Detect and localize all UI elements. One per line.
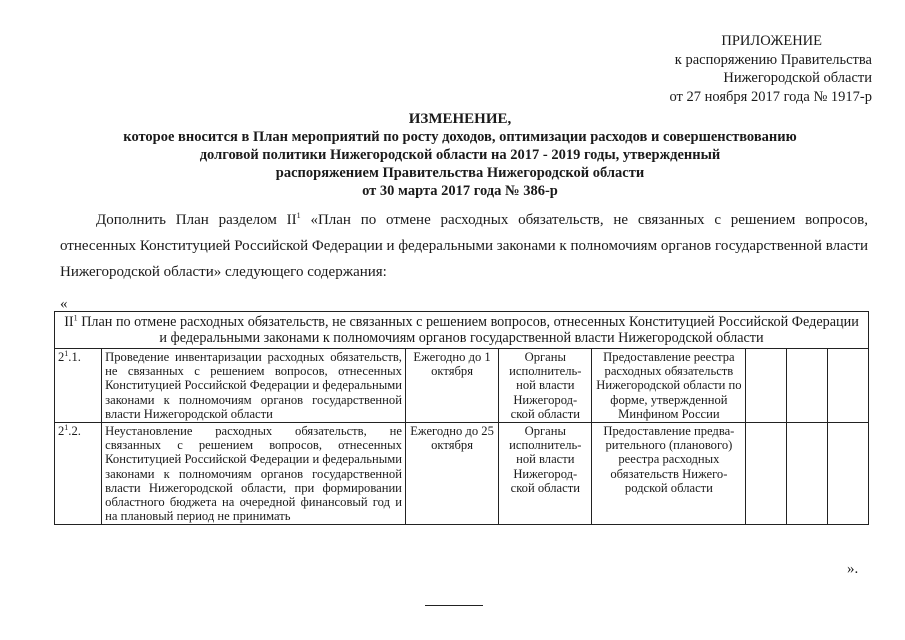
row-number-suffix: .1. bbox=[68, 350, 81, 364]
result-cell: Предоставление реестра расходных обязательств Нижегородской области по форме, утвержденной Минфином России bbox=[592, 349, 746, 423]
measure-description-cell: Проведение инвентаризации расходных обязательств, не связанных с решением вопросов, отнесенных Конституцией Российской Федерации и федеральными законами к полномочиям органов государственной власти Нижегородской области bbox=[102, 349, 406, 423]
heading-title: ИЗМЕНЕНИЕ, bbox=[408, 111, 512, 127]
heading-line: долговой политики Нижегородской области на 2017 - 2019 годы, утвержденный bbox=[199, 147, 721, 163]
section-title: План по отмене расходных обязательств, не связанных с решением вопросов, отнесенных Конституцией Российской Федерации и федеральными законами к полномочиям органов государственной власти Нижегородской области bbox=[77, 314, 859, 346]
heading-line: которое вносится в План мероприятий по росту доходов, оптимизации расходов и совершенствованию bbox=[123, 129, 797, 145]
empty-cell bbox=[787, 423, 828, 525]
section-header-cell bbox=[55, 312, 869, 349]
deadline-cell: Ежегодно до 1 октября bbox=[405, 349, 498, 423]
opening-quote: « bbox=[60, 296, 68, 312]
measure-description-cell: Неустановление расходных обязательств, не связанных с решением вопросов, отнесенных Конституцией Российской Федерации и федеральными законами к полномочиям органов государственной власти Нижегородской области, при формировании областного бюджета на очередной финансовый год и на плановый период не принимать bbox=[102, 423, 406, 525]
empty-cell bbox=[828, 349, 869, 423]
result-cell: Предоставление предва-рительного (планового) реестра расходных обязательств Нижего-родской области bbox=[592, 423, 746, 525]
intro-paragraph bbox=[60, 207, 868, 285]
appendix-title: ПРИЛОЖЕНИЕ bbox=[721, 33, 822, 49]
empty-cell bbox=[828, 423, 869, 525]
empty-cell bbox=[787, 349, 828, 423]
table-row bbox=[55, 349, 869, 423]
row-number: 2 bbox=[58, 350, 65, 364]
appendix-line: Нижегородской области bbox=[723, 70, 872, 86]
row-number-superscript: 1 bbox=[64, 348, 69, 358]
document-heading bbox=[60, 110, 860, 200]
plan-table bbox=[54, 311, 869, 525]
intro-text-before: Дополнить План разделом II bbox=[96, 212, 297, 228]
section-header-row bbox=[55, 312, 869, 349]
responsible-cell: Органы исполнитель-ной власти Нижегород-ской области bbox=[499, 349, 592, 423]
appendix-block bbox=[612, 32, 872, 106]
heading-line: от 30 марта 2017 года № 386-р bbox=[362, 183, 558, 199]
empty-cell bbox=[746, 349, 787, 423]
row-number: 2 bbox=[58, 424, 65, 439]
section-superscript: 1 bbox=[73, 313, 78, 323]
row-number-superscript: 1 bbox=[64, 422, 69, 432]
appendix-line: к распоряжению Правительства bbox=[674, 51, 872, 68]
empty-cell bbox=[746, 423, 787, 525]
footer-divider bbox=[425, 605, 483, 606]
intro-text-after: «План по отмене расходных обязательств, не связанных с решением вопросов, отнесенных Конституцией Российской Федерации и федеральными законами к полномочиям органов государственной власти Нижегородской области» следующего содержания: bbox=[60, 212, 868, 280]
section-roman: II bbox=[64, 314, 74, 330]
closing-quote: ». bbox=[847, 561, 859, 577]
table-row bbox=[55, 423, 869, 525]
appendix-date-line: от 27 ноября 2017 года № 1917-р bbox=[669, 88, 872, 105]
row-number-suffix: .2. bbox=[68, 424, 81, 439]
row-number-cell bbox=[55, 349, 102, 423]
heading-line: распоряжением Правительства Нижегородской области bbox=[275, 165, 645, 181]
responsible-cell: Органы исполнитель-ной власти Нижегород-ской области bbox=[499, 423, 592, 525]
row-number-cell bbox=[55, 423, 102, 525]
intro-superscript: 1 bbox=[296, 211, 301, 220]
deadline-cell: Ежегодно до 25 октября bbox=[405, 423, 498, 525]
